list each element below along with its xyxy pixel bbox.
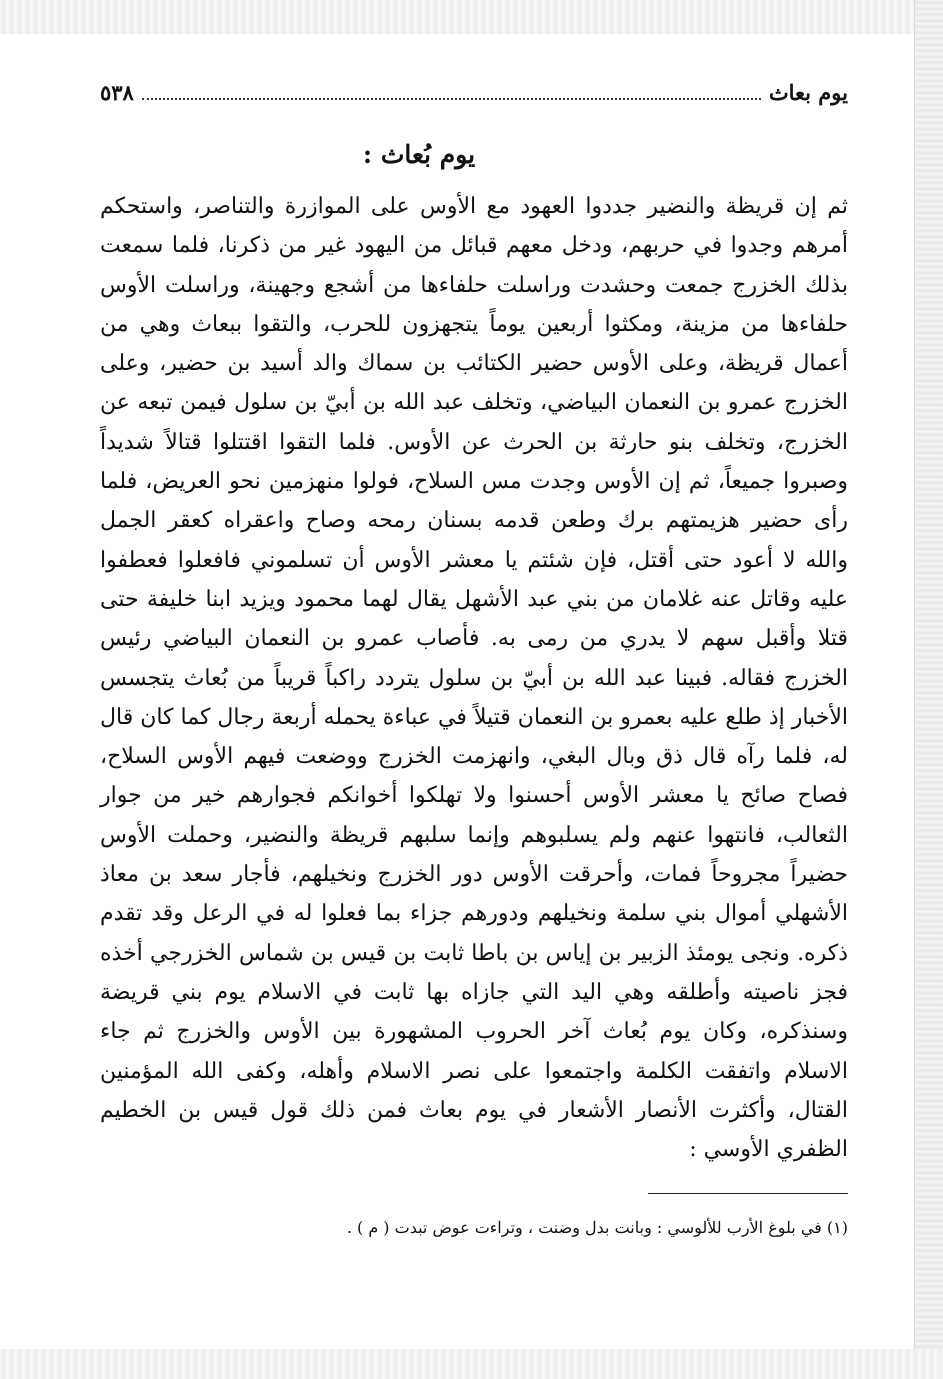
scan-edge-right	[914, 0, 943, 1379]
section-heading: يوم بُعاث :	[362, 140, 476, 169]
running-header	[100, 80, 848, 114]
page-number: ٥٣٨	[100, 80, 134, 105]
book-page	[100, 80, 848, 1240]
body-paragraph: ثم إن قريظة والنضير جددوا العهود مع الأوس على الموازرة والتناصر، واستحكم أمرهم وجدوا في حربهم، ودخل معهم قبائل من اليهود غير من ذكرنا، فلما سمعت بذلك الخزرج جمعت وحشدت وراسلت حلفاءها من أشجع وجهينة، وراسلت الأوس حلفاءها من مزينة، ومكثوا أربعين يوماً يتجهزون للحرب، والتقوا ببعاث وهي من أعمال قريظة، وعلى الأوس حضير الكتائب بن سماك والد أسيد بن حضير، وعلى الخزرج عمرو بن النعمان البياضي، وتخلف عبد الله بن أبيّ بن سلول فيمن تبعه عن الخزرج، وتخلف بنو حارثة بن الحرث عن الأوس. فلما التقوا اقتتلوا قتالاً شديداً وصبروا جميعاً، ثم إن الأوس وجدت مس السلاح، فولوا منهزمين نحو العريض، فلما رأى حضير هزيمتهم برك وطعن قدمه بسنان رمحه وصاح واعقراه كعقر الجمل والله لا أعود حتى أقتل، فإن شئتم يا معشر الأوس أن تسلموني فافعلوا فعطفوا عليه وقاتل عنه غلامان من بني عبد الأشهل يقال لهما محمود ويزيد ابنا خليفة حتى قتلا وأقبل سهم لا يدري من رمى به. فأصاب عمرو بن النعمان البياضي رئيس الخزرج فقاله. فبينا عبد الله بن أبيّ بن سلول يتردد راكباً قريباً من بُعاث يتجسس الأخبار إذ طلع عليه بعمرو بن النعمان قتيلاً في عباءة يحمله أربعة رجال كما كان قال له، فلما رآه قال ذق وبال البغي، وانهزمت الخزرج ووضعت فيهم الأوس السلاح، فصاح صائح يا معشر الأوس أحسنوا ولا تهلكوا أخوانكم فجوارهم خير من جوار الثعالب، فانتهوا عنهم ولم يسلبوهم وإنما سلبهم قريظة والنضير، وحملت الأوس حضيراً مجروحاً فمات، وأحرقت الأوس دور الخزرج ونخيلهم، فأجار سعد بن معاذ الأشهلي أموال بني سلمة ونخيلهم ودورهم جزاء بما فعلوا له في الرعل وقد تقدم ذكره. ونجى يومئذ الزبير بن إياس بن باطا ثابت بن قيس بن شماس الخزرجي أخذه فجز ناصيته وأطلقه وهي اليد التي جازاه بها ثابت في الاسلام يوم بني قريضة وسنذكره، وكان يوم بُعاث آخر الحروب المشهورة بين الأوس والخزرج ثم جاء الاسلام واتفقت الكلمة واجتمعوا على نصر الاسلام وأهله، وكفى الله المؤمنين القتال، وأكثرت الأنصار الأشعار في يوم بعاث فمن ذلك قول قيس بن الخطيم الظفري الأوسي :	[100, 194, 848, 1163]
footnote: (١) في بلوغ الأرب للألوسي : وبانت بدل وضنت ، وتراءت عوض تبدت ( م ) .	[346, 1218, 848, 1238]
footnote-rule	[648, 1193, 848, 1194]
running-title: يوم بعاث	[768, 80, 848, 105]
scan-edge-bottom	[0, 1349, 943, 1379]
header-leader-dots	[142, 97, 761, 100]
scan-edge-top	[0, 0, 943, 34]
